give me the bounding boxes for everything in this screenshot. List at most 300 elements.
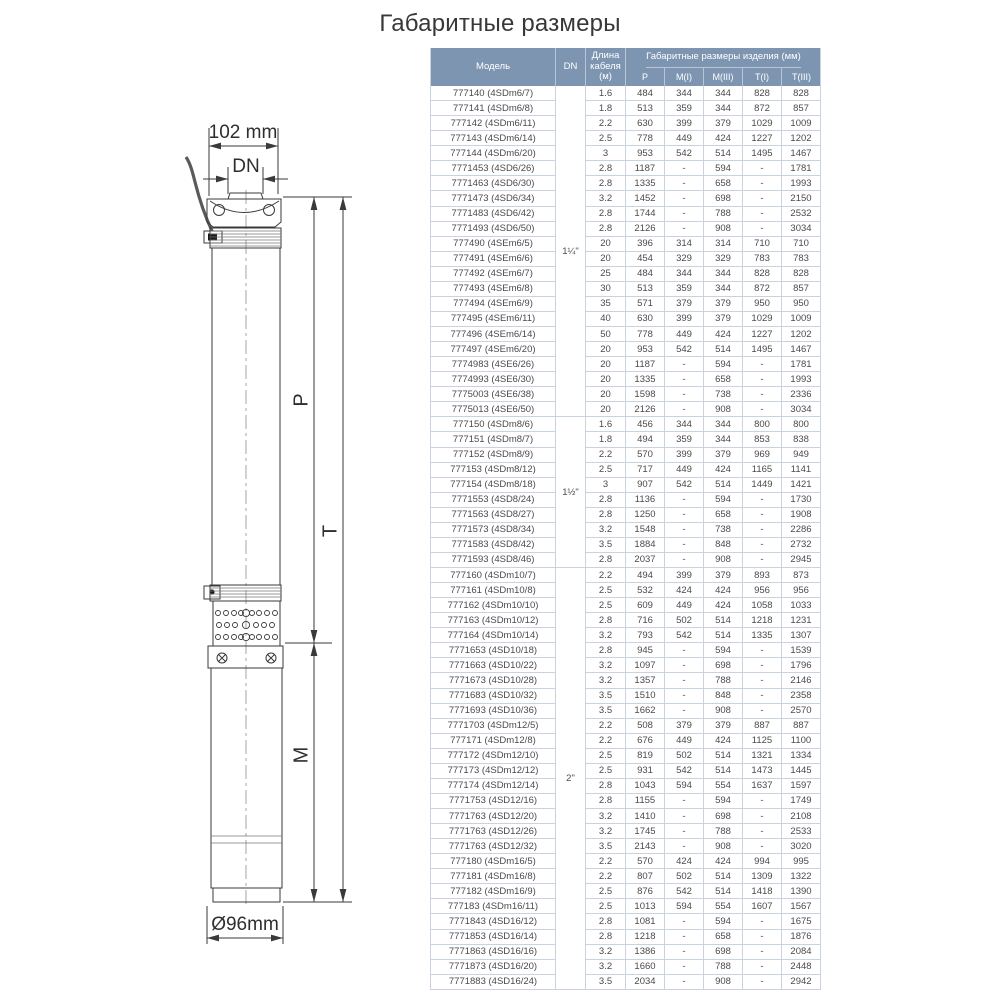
- value-cell: 710: [782, 237, 821, 252]
- value-cell: 945: [626, 643, 665, 658]
- value-cell: -: [743, 161, 782, 176]
- value-cell: 329: [704, 252, 743, 267]
- value-cell: 908: [704, 402, 743, 417]
- value-cell: 359: [665, 101, 704, 116]
- value-cell: 456: [626, 417, 665, 432]
- value-cell: 1467: [782, 342, 821, 357]
- value-cell: 35: [586, 297, 626, 312]
- model-cell: 777490 (4SEm6/5): [431, 237, 556, 252]
- value-cell: -: [665, 372, 704, 387]
- dn-group-label: 2": [556, 568, 586, 990]
- value-cell: 2336: [782, 387, 821, 402]
- top-width-dimension-label: 102 mm: [208, 122, 278, 143]
- value-cell: 1908: [782, 508, 821, 523]
- value-cell: 502: [665, 749, 704, 764]
- value-cell: 3.5: [586, 839, 626, 854]
- value-cell: 424: [704, 463, 743, 478]
- value-cell: 2150: [782, 191, 821, 206]
- value-cell: 3.5: [586, 538, 626, 553]
- value-cell: 793: [626, 628, 665, 643]
- value-cell: 717: [626, 463, 665, 478]
- value-cell: 344: [665, 267, 704, 282]
- value-cell: -: [743, 839, 782, 854]
- value-cell: 379: [704, 448, 743, 463]
- value-cell: 931: [626, 764, 665, 779]
- value-cell: 800: [743, 417, 782, 432]
- value-cell: 513: [626, 282, 665, 297]
- value-cell: 1445: [782, 764, 821, 779]
- value-cell: 379: [665, 297, 704, 312]
- model-cell: 7771763 (4SD12/32): [431, 839, 556, 854]
- value-cell: 379: [704, 568, 743, 583]
- model-cell: 777163 (4SDm10/12): [431, 613, 556, 628]
- value-cell: 1662: [626, 704, 665, 719]
- value-cell: 2034: [626, 975, 665, 990]
- value-cell: 379: [704, 116, 743, 131]
- value-cell: 2108: [782, 809, 821, 824]
- value-cell: 2.2: [586, 869, 626, 884]
- value-cell: 1421: [782, 478, 821, 493]
- value-cell: 778: [626, 327, 665, 342]
- value-cell: 50: [586, 327, 626, 342]
- value-cell: 1781: [782, 357, 821, 372]
- value-cell: 2.2: [586, 116, 626, 131]
- value-cell: 828: [743, 86, 782, 101]
- value-cell: 514: [704, 749, 743, 764]
- value-cell: -: [665, 975, 704, 990]
- model-cell: 777174 (4SDm12/14): [431, 779, 556, 794]
- value-cell: 2126: [626, 222, 665, 237]
- value-cell: 2.8: [586, 161, 626, 176]
- value-cell: 778: [626, 131, 665, 146]
- value-cell: -: [665, 704, 704, 719]
- value-cell: 907: [626, 478, 665, 493]
- model-cell: 7771763 (4SD12/20): [431, 809, 556, 824]
- value-cell: 788: [704, 673, 743, 688]
- pump-drawing: [0, 0, 430, 1000]
- dimensions-subheaders: [626, 68, 821, 87]
- value-cell: 594: [704, 161, 743, 176]
- value-cell: 3.2: [586, 824, 626, 839]
- value-cell: 1321: [743, 749, 782, 764]
- model-cell: 777495 (4SEm6/11): [431, 312, 556, 327]
- value-cell: 788: [704, 960, 743, 975]
- value-cell: 716: [626, 613, 665, 628]
- value-cell: 379: [704, 312, 743, 327]
- dn-dimension-label: DN: [232, 156, 260, 177]
- value-cell: -: [665, 523, 704, 538]
- value-cell: -: [743, 176, 782, 191]
- value-cell: 1097: [626, 658, 665, 673]
- value-cell: 514: [704, 884, 743, 899]
- value-cell: 2358: [782, 689, 821, 704]
- model-cell: 777142 (4SDm6/11): [431, 116, 556, 131]
- value-cell: 1598: [626, 387, 665, 402]
- value-cell: -: [665, 839, 704, 854]
- value-cell: 3.2: [586, 960, 626, 975]
- value-cell: 3.5: [586, 975, 626, 990]
- model-cell: 7771653 (4SD10/18): [431, 643, 556, 658]
- model-cell: 7771593 (4SD8/46): [431, 553, 556, 568]
- value-cell: 344: [704, 86, 743, 101]
- value-cell: 1100: [782, 734, 821, 749]
- model-cell: 777182 (4SDm16/9): [431, 884, 556, 899]
- value-cell: 594: [665, 779, 704, 794]
- value-cell: 887: [743, 719, 782, 734]
- value-cell: 20: [586, 387, 626, 402]
- value-cell: 2037: [626, 553, 665, 568]
- value-cell: 1227: [743, 131, 782, 146]
- value-cell: 2.2: [586, 719, 626, 734]
- value-cell: 676: [626, 734, 665, 749]
- value-cell: 424: [665, 854, 704, 869]
- value-cell: 1597: [782, 779, 821, 794]
- value-cell: 1218: [626, 930, 665, 945]
- size-table-body: [431, 86, 820, 990]
- value-cell: 3.2: [586, 809, 626, 824]
- value-cell: 908: [704, 704, 743, 719]
- value-cell: 314: [704, 237, 743, 252]
- model-cell: 7771473 (4SD6/34): [431, 191, 556, 206]
- model-cell: 7771553 (4SD8/24): [431, 493, 556, 508]
- value-cell: 594: [665, 899, 704, 914]
- model-cell: 7771843 (4SD16/12): [431, 914, 556, 929]
- value-cell: 698: [704, 191, 743, 206]
- value-cell: 594: [704, 914, 743, 929]
- model-cell: 777180 (4SDm16/5): [431, 854, 556, 869]
- value-cell: 424: [704, 598, 743, 613]
- value-cell: 738: [704, 387, 743, 402]
- value-cell: 1309: [743, 869, 782, 884]
- value-cell: 532: [626, 583, 665, 598]
- value-cell: 2.5: [586, 764, 626, 779]
- value-cell: 2.8: [586, 779, 626, 794]
- value-cell: -: [743, 493, 782, 508]
- value-cell: 424: [704, 327, 743, 342]
- value-cell: 807: [626, 869, 665, 884]
- value-cell: -: [743, 357, 782, 372]
- value-cell: -: [743, 387, 782, 402]
- value-cell: -: [743, 960, 782, 975]
- model-cell: 777497 (4SEm6/20): [431, 342, 556, 357]
- value-cell: 1009: [782, 116, 821, 131]
- value-cell: 2.5: [586, 899, 626, 914]
- value-cell: 788: [704, 824, 743, 839]
- value-cell: 2.2: [586, 734, 626, 749]
- value-cell: 20: [586, 372, 626, 387]
- value-cell: 1390: [782, 884, 821, 899]
- model-cell: 7774983 (4SE6/26): [431, 357, 556, 372]
- value-cell: 1675: [782, 914, 821, 929]
- value-cell: 379: [665, 719, 704, 734]
- model-cell: 777171 (4SDm12/8): [431, 734, 556, 749]
- value-cell: 1136: [626, 493, 665, 508]
- value-cell: 514: [704, 342, 743, 357]
- value-cell: 2.8: [586, 222, 626, 237]
- value-cell: 570: [626, 854, 665, 869]
- model-cell: 7771703 (4SDm12/5): [431, 719, 556, 734]
- column-header-m3: M(III): [704, 68, 743, 87]
- value-cell: 872: [743, 282, 782, 297]
- value-cell: 2146: [782, 673, 821, 688]
- table-header: [431, 48, 820, 86]
- model-cell: 777160 (4SDm10/7): [431, 568, 556, 583]
- value-cell: 1548: [626, 523, 665, 538]
- value-cell: 1335: [743, 628, 782, 643]
- value-cell: 424: [704, 854, 743, 869]
- value-cell: -: [665, 824, 704, 839]
- value-cell: 1749: [782, 794, 821, 809]
- value-cell: -: [743, 508, 782, 523]
- value-cell: 1539: [782, 643, 821, 658]
- value-cell: 658: [704, 372, 743, 387]
- value-cell: 2.8: [586, 613, 626, 628]
- value-cell: 449: [665, 734, 704, 749]
- value-cell: 848: [704, 538, 743, 553]
- value-cell: -: [665, 553, 704, 568]
- model-cell: 777494 (4SEm6/9): [431, 297, 556, 312]
- value-cell: 950: [782, 297, 821, 312]
- value-cell: 424: [665, 583, 704, 598]
- value-cell: 508: [626, 719, 665, 734]
- model-cell: 777161 (4SDm10/8): [431, 583, 556, 598]
- value-cell: 454: [626, 252, 665, 267]
- value-cell: 359: [665, 282, 704, 297]
- value-cell: 908: [704, 222, 743, 237]
- value-cell: -: [743, 704, 782, 719]
- value-cell: -: [743, 824, 782, 839]
- model-cell: 7771763 (4SD12/26): [431, 824, 556, 839]
- value-cell: -: [665, 673, 704, 688]
- value-cell: 658: [704, 930, 743, 945]
- value-cell: 344: [704, 282, 743, 297]
- value-cell: 828: [782, 267, 821, 282]
- dimensions-group-title: Габаритные размеры изделия (мм): [646, 48, 801, 68]
- value-cell: 571: [626, 297, 665, 312]
- value-cell: 1187: [626, 161, 665, 176]
- value-cell: 20: [586, 402, 626, 417]
- value-cell: 956: [743, 583, 782, 598]
- dn-group-label: 1¼": [556, 86, 586, 417]
- model-cell: 777173 (4SDm12/12): [431, 764, 556, 779]
- value-cell: 3.5: [586, 704, 626, 719]
- model-cell: 7774993 (4SE6/30): [431, 372, 556, 387]
- value-cell: 514: [704, 628, 743, 643]
- value-cell: 630: [626, 312, 665, 327]
- value-cell: 1029: [743, 116, 782, 131]
- value-cell: 658: [704, 508, 743, 523]
- value-cell: 1418: [743, 884, 782, 899]
- model-cell: 777154 (4SDm8/18): [431, 478, 556, 493]
- model-cell: 777143 (4SDm6/14): [431, 131, 556, 146]
- value-cell: 570: [626, 448, 665, 463]
- value-cell: 344: [704, 101, 743, 116]
- value-cell: 2.2: [586, 568, 626, 583]
- value-cell: -: [665, 794, 704, 809]
- value-cell: 908: [704, 839, 743, 854]
- column-header-dimensions-group: [626, 48, 821, 86]
- value-cell: 30: [586, 282, 626, 297]
- value-cell: 594: [704, 493, 743, 508]
- value-cell: 1155: [626, 794, 665, 809]
- value-cell: -: [743, 914, 782, 929]
- value-cell: 542: [665, 764, 704, 779]
- value-cell: -: [665, 930, 704, 945]
- model-cell: 7771463 (4SD6/30): [431, 176, 556, 191]
- value-cell: 995: [782, 854, 821, 869]
- model-cell: 7771493 (4SD6/50): [431, 222, 556, 237]
- value-cell: 20: [586, 237, 626, 252]
- model-cell: 7771863 (4SD16/16): [431, 945, 556, 960]
- value-cell: 329: [665, 252, 704, 267]
- dimensions-table: [430, 48, 821, 990]
- value-cell: 514: [704, 146, 743, 161]
- model-cell: 7771573 (4SD8/34): [431, 523, 556, 538]
- column-header-model: Модель: [431, 48, 556, 86]
- value-cell: 20: [586, 252, 626, 267]
- value-cell: 396: [626, 237, 665, 252]
- value-cell: 3.2: [586, 945, 626, 960]
- column-header-t3: T(III): [792, 71, 811, 82]
- value-cell: 1335: [626, 372, 665, 387]
- value-cell: -: [665, 914, 704, 929]
- value-cell: 876: [626, 884, 665, 899]
- value-cell: 484: [626, 267, 665, 282]
- dn-group: [431, 568, 820, 990]
- value-cell: 1202: [782, 131, 821, 146]
- value-cell: 872: [743, 101, 782, 116]
- value-cell: 2143: [626, 839, 665, 854]
- value-cell: 3: [586, 478, 626, 493]
- value-cell: 449: [665, 598, 704, 613]
- value-cell: 25: [586, 267, 626, 282]
- value-cell: 2.5: [586, 583, 626, 598]
- value-cell: 1081: [626, 914, 665, 929]
- value-cell: 449: [665, 327, 704, 342]
- t-dimension-label: T: [319, 524, 342, 538]
- column-header-t1: T(I): [743, 68, 782, 87]
- value-cell: 2945: [782, 553, 821, 568]
- value-cell: 1250: [626, 508, 665, 523]
- value-cell: -: [665, 207, 704, 222]
- value-cell: -: [665, 176, 704, 191]
- value-cell: 2.8: [586, 914, 626, 929]
- value-cell: 514: [704, 869, 743, 884]
- value-cell: 1510: [626, 689, 665, 704]
- value-cell: 359: [665, 432, 704, 447]
- model-cell: 777150 (4SDm8/6): [431, 417, 556, 432]
- value-cell: 513: [626, 101, 665, 116]
- value-cell: 1231: [782, 613, 821, 628]
- value-cell: 424: [704, 734, 743, 749]
- value-cell: 554: [704, 779, 743, 794]
- value-cell: -: [743, 945, 782, 960]
- model-cell: 777144 (4SDm6/20): [431, 146, 556, 161]
- value-cell: 379: [704, 719, 743, 734]
- value-cell: 2.8: [586, 553, 626, 568]
- value-cell: 828: [782, 86, 821, 101]
- value-cell: 1307: [782, 628, 821, 643]
- value-cell: 1607: [743, 899, 782, 914]
- model-cell: 777183 (4SDm16/11): [431, 899, 556, 914]
- p-dimension-label: P: [290, 393, 313, 407]
- value-cell: 969: [743, 448, 782, 463]
- model-cell: 777141 (4SDm6/8): [431, 101, 556, 116]
- value-cell: 1660: [626, 960, 665, 975]
- value-cell: 698: [704, 809, 743, 824]
- value-cell: 1386: [626, 945, 665, 960]
- value-cell: 1993: [782, 176, 821, 191]
- value-cell: -: [665, 658, 704, 673]
- value-cell: 1029: [743, 312, 782, 327]
- value-cell: 857: [782, 101, 821, 116]
- value-cell: 908: [704, 553, 743, 568]
- value-cell: 542: [665, 628, 704, 643]
- value-cell: -: [665, 387, 704, 402]
- value-cell: 3034: [782, 222, 821, 237]
- column-header-m1: M(I): [665, 68, 704, 87]
- value-cell: 424: [704, 583, 743, 598]
- value-cell: 956: [782, 583, 821, 598]
- value-cell: 1884: [626, 538, 665, 553]
- value-cell: 908: [704, 975, 743, 990]
- value-cell: 1796: [782, 658, 821, 673]
- value-cell: 2.8: [586, 508, 626, 523]
- value-cell: 3.2: [586, 673, 626, 688]
- value-cell: -: [743, 191, 782, 206]
- bottom-diameter-dimension-label: Ø96mm: [211, 914, 279, 935]
- value-cell: 3.2: [586, 523, 626, 538]
- value-cell: 1410: [626, 809, 665, 824]
- value-cell: 1.6: [586, 86, 626, 101]
- value-cell: 950: [743, 297, 782, 312]
- value-cell: 2.8: [586, 176, 626, 191]
- value-cell: 2.8: [586, 493, 626, 508]
- model-cell: 7771853 (4SD16/14): [431, 930, 556, 945]
- value-cell: 2.8: [586, 207, 626, 222]
- value-cell: 2.2: [586, 448, 626, 463]
- value-cell: 1013: [626, 899, 665, 914]
- model-cell: 777140 (4SDm6/7): [431, 86, 556, 101]
- value-cell: 2.8: [586, 930, 626, 945]
- model-cell: 7771873 (4SD16/20): [431, 960, 556, 975]
- value-cell: 424: [704, 131, 743, 146]
- value-cell: -: [743, 658, 782, 673]
- value-cell: 594: [704, 357, 743, 372]
- model-cell: 777153 (4SDm8/12): [431, 463, 556, 478]
- value-cell: 542: [665, 478, 704, 493]
- value-cell: 2532: [782, 207, 821, 222]
- value-cell: 630: [626, 116, 665, 131]
- model-cell: 777164 (4SDm10/14): [431, 628, 556, 643]
- value-cell: 893: [743, 568, 782, 583]
- value-cell: 828: [743, 267, 782, 282]
- value-cell: 449: [665, 131, 704, 146]
- value-cell: 314: [665, 237, 704, 252]
- value-cell: 3: [586, 146, 626, 161]
- model-cell: 777491 (4SEm6/6): [431, 252, 556, 267]
- model-cell: 7771583 (4SD8/42): [431, 538, 556, 553]
- value-cell: 2.8: [586, 643, 626, 658]
- value-cell: -: [665, 191, 704, 206]
- value-cell: 594: [704, 643, 743, 658]
- value-cell: 2448: [782, 960, 821, 975]
- value-cell: -: [665, 960, 704, 975]
- value-cell: 2126: [626, 402, 665, 417]
- model-cell: 777492 (4SEm6/7): [431, 267, 556, 282]
- value-cell: 494: [626, 432, 665, 447]
- dn-group-label: 1½": [556, 417, 586, 568]
